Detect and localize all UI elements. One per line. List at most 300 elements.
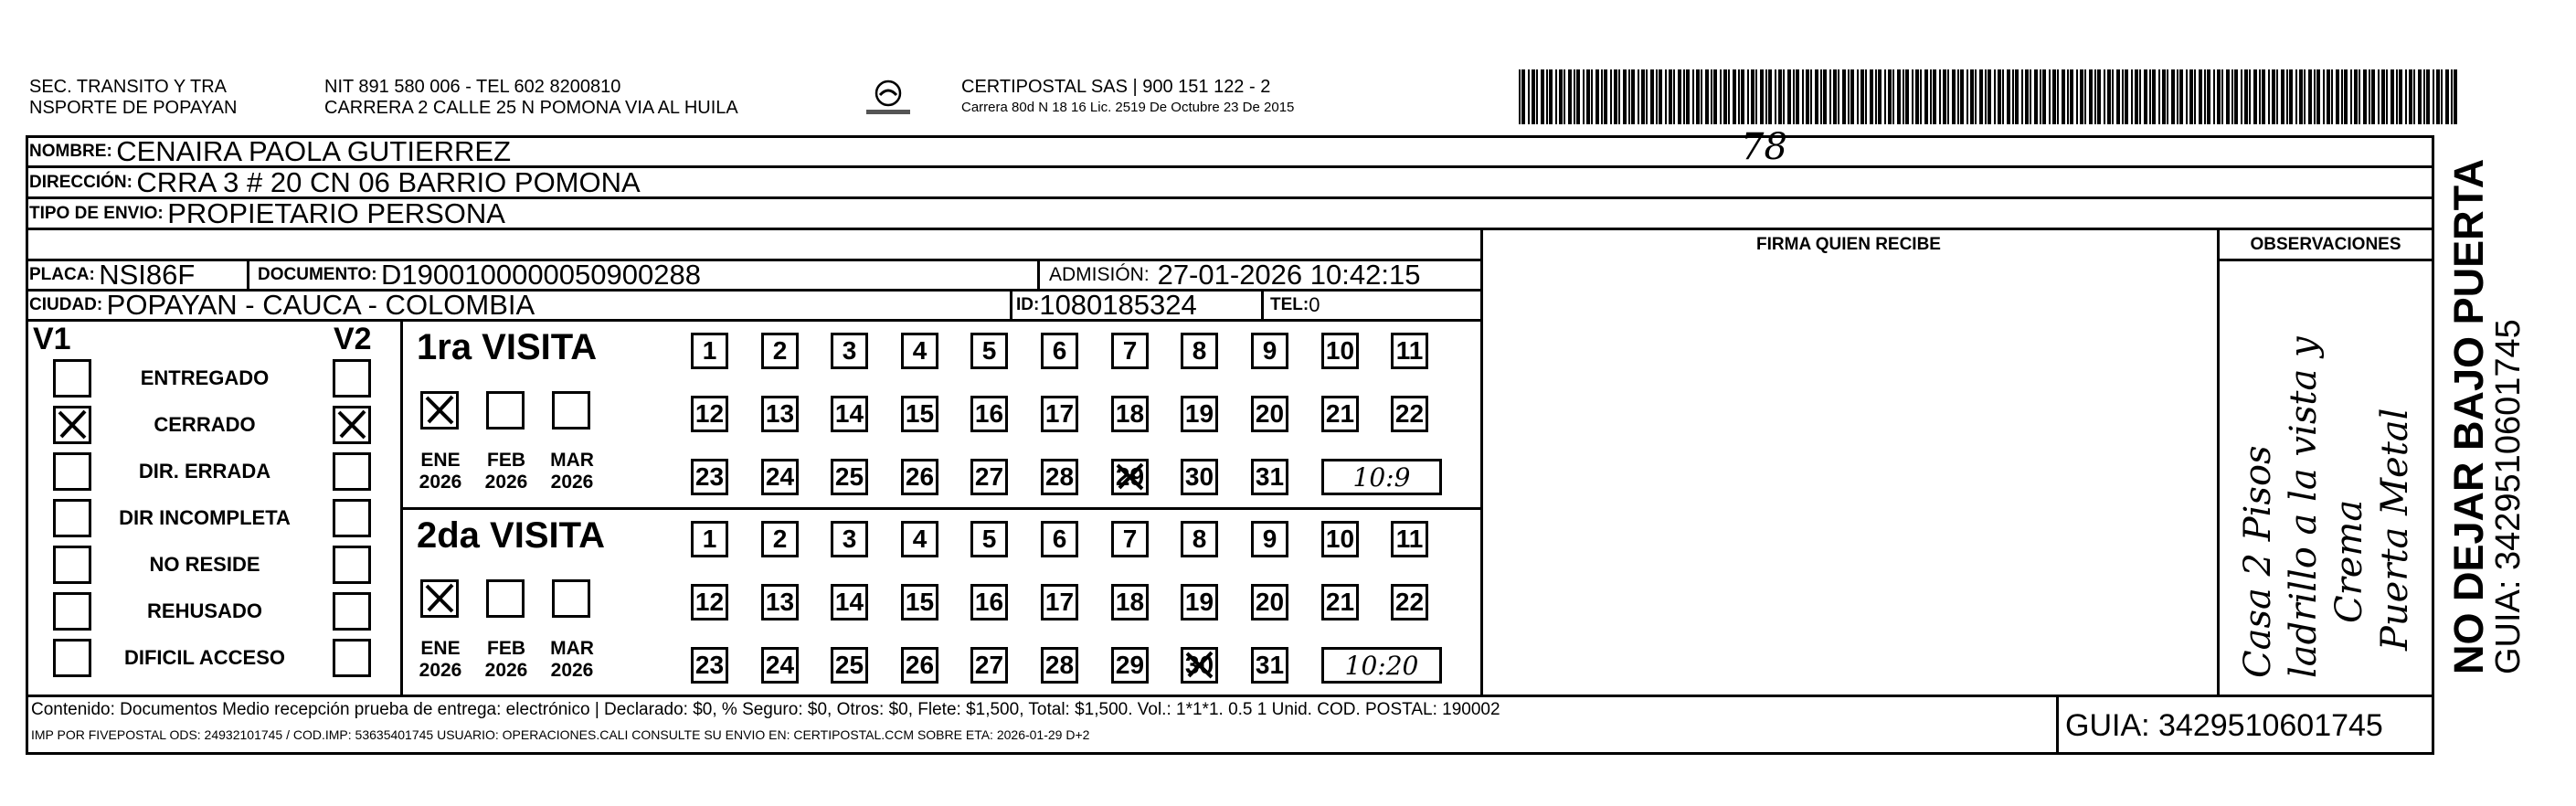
barcode-bar [2002,69,2004,124]
barcode-bar [2413,69,2415,124]
day-box[interactable]: 29 [1111,459,1149,495]
barcode-bar [1713,69,1717,124]
month-checkbox[interactable] [420,391,459,430]
direccion-label: DIRECCIÓN: [29,172,133,192]
barcode-bar [2125,69,2128,124]
day-box[interactable]: 1 [691,521,728,557]
barcode-bar [1820,69,1822,124]
day-box[interactable]: 4 [901,333,938,369]
month-checkbox[interactable] [486,391,525,430]
v2-checkbox[interactable] [333,546,371,584]
barcode-bar [1829,69,1831,124]
barcode-bar [2289,69,2293,124]
barcode-bar [2179,69,2183,124]
barcode-bar [2295,69,2297,124]
barcode-bar [1903,69,1904,124]
tipo-value: PROPIETARIO PERSONA [167,196,505,229]
month-label [545,638,599,682]
visit-label: 2da VISITA [417,515,605,556]
barcode-bar [2107,69,2111,124]
barcode-bar [1775,69,1776,124]
month-name: FEB [487,450,525,471]
barcode-bar [2062,69,2065,124]
company-line1: CERTIPOSTAL SAS | 900 151 122 - 2 [961,77,1271,97]
v1-checkbox[interactable] [53,639,91,677]
direccion-value: CRRA 3 # 20 CN 06 BARRIO POMONA [136,165,641,198]
day-box[interactable]: 21 [1321,584,1359,620]
barcode-bar [2399,69,2402,124]
day-box[interactable]: 21 [1321,396,1359,432]
day-box[interactable]: 3 [831,521,868,557]
barcode-bar [1747,69,1749,124]
day-box[interactable]: 23 [691,647,728,684]
barcode-bar [1865,69,1867,124]
barcode-bar [2286,69,2288,124]
barcode-bar [2158,69,2160,124]
barcode-bar [2226,69,2230,124]
v1-checkbox[interactable] [53,406,91,444]
barcode-bar [2213,69,2215,124]
visit-time[interactable]: 10:9 [1321,459,1442,495]
v1-checkbox[interactable] [53,359,91,398]
day-box[interactable]: 25 [831,459,868,495]
barcode-bar [2359,69,2360,124]
day-box[interactable]: 23 [691,459,728,495]
barcode-bar [2241,69,2242,124]
month-year: 2026 [550,660,594,681]
barcode-bar [2221,69,2223,124]
day-box[interactable]: 9 [1251,333,1288,369]
barcode-bar [1988,69,1991,124]
barcode-bar [2323,69,2325,124]
barcode-bar [2369,69,2370,124]
barcode-bar [1842,69,1846,124]
barcode-bar [1673,69,1675,124]
day-box[interactable]: 28 [1041,459,1078,495]
check-x-icon [1183,650,1215,681]
barcode-bar [1985,69,1987,124]
documento-value: D1900100000050900288 [381,259,701,291]
barcode-bar [1576,69,1580,124]
barcode-bar [2262,69,2265,124]
month-checkbox[interactable] [552,579,590,618]
barcode-bar [2152,69,2156,124]
barcode-bar [2331,69,2333,124]
status-label: REHUSADO [147,599,262,622]
day-box[interactable]: 27 [970,459,1008,495]
barcode-bar [2363,69,2367,124]
month-checkbox[interactable] [486,579,525,618]
side-text [2445,158,2528,674]
nit-block [324,77,738,119]
barcode-bar [1810,69,1812,124]
barcode-bar [1751,69,1754,124]
v2-checkbox[interactable] [333,499,371,537]
barcode-bar [2067,69,2069,124]
ciudad-value: POPAYAN - CAUCA - COLOMBIA [106,289,535,321]
nombre-row [29,134,512,167]
barcode-bar [1850,69,1854,124]
day-box[interactable]: 24 [761,459,799,495]
barcode-bar [1998,69,2001,124]
v2-checkbox[interactable] [333,639,371,677]
barcode-bar [2350,69,2352,124]
status-label: DIFICIL ACCESO [123,646,285,669]
barcode-bar [1912,69,1913,124]
v2-checkbox[interactable] [333,406,371,444]
barcode-bar [2034,69,2038,124]
month-label [479,638,534,682]
day-box[interactable]: 14 [831,396,868,432]
barcode-bar [1723,69,1727,124]
company-block [961,77,1294,118]
day-box[interactable]: 20 [1251,584,1288,620]
day-box[interactable]: 8 [1181,333,1218,369]
barcode-bar [2454,69,2457,124]
v1-checkbox[interactable] [53,452,91,491]
barcode-bar [1528,69,1530,124]
day-box[interactable]: 18 [1111,396,1149,432]
month-year: 2026 [484,660,528,681]
barcode-bar [1796,69,1799,124]
day-box[interactable]: 19 [1181,584,1218,620]
barcode-bar [2231,69,2233,124]
barcode-bar [1765,69,1767,124]
observaciones-handwriting [2235,249,2453,678]
barcode-bar [1947,69,1949,124]
tipo-label: TIPO DE ENVIO: [29,203,164,223]
day-box[interactable]: 12 [691,584,728,620]
check-x-icon [335,408,368,441]
day-box[interactable]: 19 [1181,396,1218,432]
barcode-bar [2189,69,2193,124]
day-box[interactable]: 13 [761,584,799,620]
barcode-bar [1957,69,1959,124]
barcode-bar [2423,69,2425,124]
day-box[interactable]: 7 [1111,333,1149,369]
footer-contenido: Contenido: Documentos Medio recepción prueba de entrega: electrónico | Declarado: $0, % Seguro: $0, Otros: $0, Flete: $1,500, Total: $1,500. Vol.: 1*1*1. 0.5 1 Unid. COD. POSTAL: 190002 [31,700,1500,719]
barcode-bar [1738,69,1740,124]
barcode-bar [2433,69,2434,124]
day-box[interactable]: 22 [1391,584,1428,620]
barcode-bar [1696,69,1700,124]
barcode-bar [1705,69,1709,124]
barcode-bar [2253,69,2257,124]
day-box[interactable]: 17 [1041,396,1078,432]
barcode-bar [2122,69,2124,124]
status-label: DIR. ERRADA [138,460,271,483]
side-line1: NO DEJAR BAJO PUERTA [2445,158,2492,674]
day-box[interactable]: 4 [901,521,938,557]
day-box[interactable]: 13 [761,396,799,432]
barcode-bar [1875,69,1877,124]
status-label: DIR INCOMPLETA [119,506,291,529]
day-box[interactable]: 18 [1111,584,1149,620]
barcode-bar [1618,69,1620,124]
day-box[interactable]: 15 [901,396,938,432]
barcode-bar [2441,69,2443,124]
v1-checkbox[interactable] [53,546,91,584]
barcode-bar [2057,69,2059,124]
day-box[interactable]: 16 [970,396,1008,432]
barcode-bar [2344,69,2348,124]
visit-label: 1ra VISITA [417,327,598,367]
barcode-bar [1778,69,1782,124]
barcode-bar [1638,69,1639,124]
sender-block [29,77,237,119]
month-label [413,638,468,682]
barcode-bar [2076,69,2078,124]
barcode-bar [1711,69,1712,124]
day-box[interactable]: 30 [1181,459,1218,495]
barcode-bar [1536,69,1538,124]
barcode-bar [1720,69,1722,124]
barcode-bar [1741,69,1744,124]
barcode-bar [1519,69,1521,124]
barcode-bar [2131,69,2133,124]
barcode-bar [1678,69,1681,124]
day-box[interactable]: 31 [1251,647,1288,684]
barcode-bar [2281,69,2284,124]
admision-value: 27-01-2026 10:42:15 [1157,259,1421,291]
barcode-bar [2249,69,2251,124]
barcode-bar [1541,69,1544,124]
barcode-bar [1555,69,1557,124]
barcode-bar [1760,69,1764,124]
day-box[interactable]: 15 [901,584,938,620]
barcode-bar [2080,69,2083,124]
day-box[interactable]: 2 [761,333,799,369]
barcode-bar [1870,69,1873,124]
barcode-bar [1549,69,1553,124]
barcode-bar [2042,69,2046,124]
day-box[interactable]: 16 [970,584,1008,620]
day-box[interactable]: 10 [1321,333,1359,369]
day-box[interactable]: 28 [1041,647,1078,684]
day-box[interactable]: 26 [901,647,938,684]
footer-guia: GUIA: 3429510601745 [2065,708,2383,743]
day-box[interactable]: 6 [1041,521,1078,557]
barcode-bar [1783,69,1785,124]
obs-line-2: ladrillo a la vista y [2283,336,2325,678]
barcode-bar [1933,69,1936,124]
day-box[interactable]: 25 [831,647,868,684]
v2-checkbox[interactable] [333,592,371,631]
barcode-bar [1546,69,1548,124]
id-value: 1080185324 [1039,289,1197,321]
day-box[interactable]: 11 [1391,521,1428,557]
month-year: 2026 [419,472,462,493]
month-name: ENE [420,450,461,471]
tel-row [1270,292,1320,319]
barcode-bar [2409,69,2412,124]
barcode-bar [1860,69,1864,124]
check-x-icon [1114,461,1146,493]
barcode-bar [2371,69,2375,124]
sender-line2: NSPORTE DE POPAYAN [29,98,238,118]
visit-time[interactable]: 10:20 [1321,647,1442,684]
barcode-bar [1768,69,1772,124]
barcode-bar [2012,69,2014,124]
barcode-bar [2007,69,2010,124]
barcode-bar [2336,69,2339,124]
handwritten-number: 78 [1741,126,1787,168]
barcode-bar [2304,69,2306,124]
barcode-bar [2381,69,2385,124]
barcode-bar [1787,69,1791,124]
status-label: ENTREGADO [140,366,270,389]
barcode-bar [1838,69,1839,124]
firma-label: FIRMA QUIEN RECIBE [1756,235,1941,254]
barcode-bar [2354,69,2358,124]
day-box[interactable]: 26 [901,459,938,495]
day-box[interactable]: 1 [691,333,728,369]
day-box[interactable]: 24 [761,647,799,684]
barcode-bar [1628,69,1630,124]
barcode-bar [1521,69,1525,124]
v2-checkbox[interactable] [333,359,371,398]
month-label [545,450,599,493]
barcode-bar [2097,69,2101,124]
barcode-bar [2276,69,2278,124]
day-box[interactable]: 20 [1251,396,1288,432]
v1-checkbox[interactable] [53,499,91,537]
nombre-label: NOMBRE: [29,141,112,161]
company-line2: Carrera 80d N 18 16 Lic. 2519 De Octubre 23 De 2015 [961,100,1295,115]
day-box[interactable]: 22 [1391,396,1428,432]
barcode-bar [1823,69,1827,124]
barcode-bar [1939,69,1941,124]
barcode-bar [1915,69,1919,124]
barcode-bar [2149,69,2151,124]
month-checkbox[interactable] [552,391,590,430]
admision-row [1049,261,1420,289]
id-label: ID: [1016,295,1040,314]
tel-label: TEL: [1270,295,1309,314]
day-box[interactable]: 14 [831,584,868,620]
barcode-bar [1564,69,1565,124]
barcode-bar [2314,69,2316,124]
day-box[interactable]: 2 [761,521,799,557]
barcode-bar [2025,69,2029,124]
barcode-bar [1733,69,1736,124]
v1-label: V1 [33,322,71,356]
barcode-bar [2418,69,2422,124]
day-box[interactable]: 5 [970,333,1008,369]
day-box[interactable]: 8 [1181,521,1218,557]
day-box[interactable]: 6 [1041,333,1078,369]
day-box[interactable]: 9 [1251,521,1288,557]
day-box[interactable]: 3 [831,333,868,369]
barcode-bar [1583,69,1585,124]
barcode-bar [1686,69,1690,124]
day-box[interactable]: 5 [970,521,1008,557]
barcode-bar [1659,69,1662,124]
day-box[interactable]: 12 [691,396,728,432]
barcode-bar [1994,69,1996,124]
barcode-bar [1802,69,1804,124]
day-box[interactable]: 11 [1391,333,1428,369]
barcode-bar [1623,69,1627,124]
barcode-bar [1892,69,1894,124]
barcode-bar [2272,69,2275,124]
barcode-bar [1755,69,1757,124]
barcode-bar [1920,69,1922,124]
day-box[interactable]: 27 [970,647,1008,684]
barcode-bar [1878,69,1882,124]
barcode-bar [1656,69,1658,124]
barcode-bar [1595,69,1599,124]
v1-checkbox[interactable] [53,592,91,631]
barcode-bar [2135,69,2138,124]
barcode-bar [2405,69,2407,124]
barcode-bar [1848,69,1850,124]
tipo-row [29,196,505,229]
day-box[interactable]: 10 [1321,521,1359,557]
barcode-bar [1952,69,1956,124]
barcode-bar [1650,69,1654,124]
day-box[interactable]: 31 [1251,459,1288,495]
month-label [479,450,534,493]
barcode-bar [2436,69,2440,124]
check-x-icon [423,394,456,427]
barcode-bar [2177,69,2178,124]
barcode-bar [2207,69,2210,124]
barcode-bar [1591,69,1593,124]
day-box[interactable]: 29 [1111,647,1149,684]
day-box[interactable]: 17 [1041,584,1078,620]
day-box[interactable]: 7 [1111,521,1149,557]
barcode-bar [1930,69,1932,124]
obs-line-3: Crema [2328,499,2370,623]
barcode-bar [2299,69,2303,124]
barcode-bar [1857,69,1859,124]
barcode-bar [1614,69,1617,124]
barcode-bar [2244,69,2248,124]
barcode-bar [1559,69,1563,124]
sender-line1: SEC. TRANSITO Y TRA [29,77,227,97]
barcode-bar [2186,69,2188,124]
barcode-bar [2204,69,2206,124]
documento-label: DOCUMENTO: [258,265,377,284]
barcode-bar [1574,69,1575,124]
barcode-bar [2390,69,2394,124]
check-x-icon [56,408,89,441]
barcode-bar [2268,69,2270,124]
admision-label: ADMISIÓN: [1049,264,1150,285]
month-checkbox[interactable] [420,579,459,618]
day-box[interactable]: 30 [1181,647,1218,684]
barcode-bar [2040,69,2041,124]
tel-value: 0 [1309,293,1320,316]
barcode-bar [1646,69,1648,124]
barcode-bar [1728,69,1730,124]
obs-line-4: Puerta Metal [2374,408,2416,651]
barcode-bar [2217,69,2221,124]
barcode-bar [1979,69,1983,124]
v2-checkbox[interactable] [333,452,371,491]
barcode-bar [2308,69,2312,124]
barcode-bar [2167,69,2168,124]
barcode-bar [1924,69,1928,124]
barcode-bar [1806,69,1809,124]
barcode-bar [1833,69,1837,124]
month-name: FEB [487,638,525,659]
ciudad-row [29,289,535,321]
barcode-bar [2112,69,2114,124]
barcode-bar [1975,69,1977,124]
obs-line-1: Casa 2 Pisos [2237,445,2279,678]
